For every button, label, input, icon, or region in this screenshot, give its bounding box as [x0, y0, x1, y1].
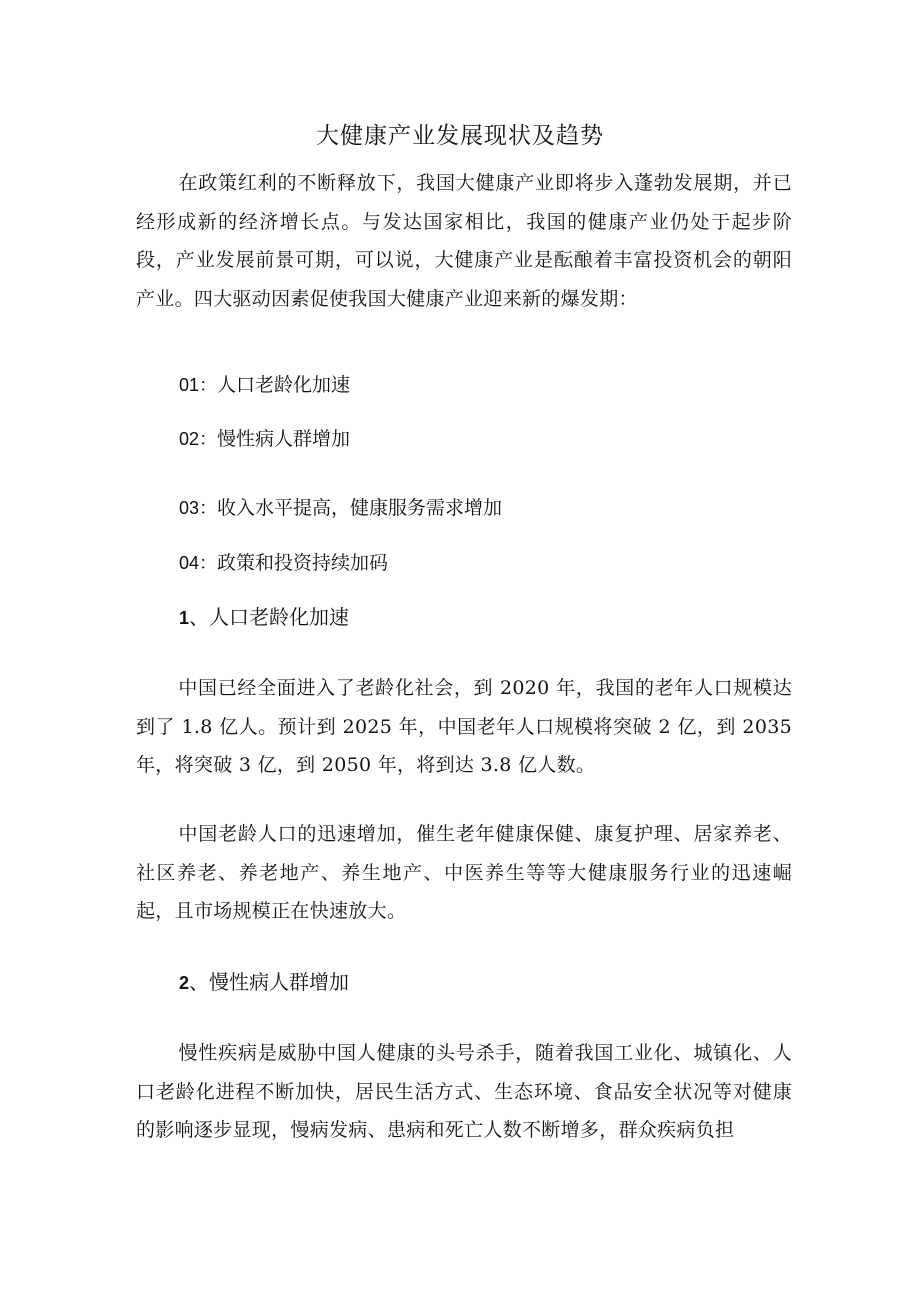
driver-item-02 — [179, 424, 350, 454]
section-number: 1 — [179, 608, 190, 628]
driver-number: 03： — [179, 498, 218, 518]
section2-paragraph-1 — [136, 1034, 792, 1150]
driver-item-01 — [179, 370, 350, 400]
document-title: 大健康产业发展现状及趋势 — [316, 123, 604, 149]
section-number: 2 — [179, 973, 190, 993]
section1-paragraph-1-text: 中国已经全面进入了老龄化社会，到 2020 年，我国的老年人口规模达到了 1.8 亿人。预计到 2025 年，中国老年人口规模将突破 2 亿，到 2035 年，将突破 3 亿，到 2050 年，将到达 3.8 亿人数。 — [136, 677, 792, 776]
section2-paragraph-1-text: 慢性疾病是威胁中国人健康的头号杀手，随着我国工业化、城镇化、人口老龄化进程不断加快，居民生活方式、生态环境、食品安全状况等对健康的影响逐步显现，慢病发病、患病和死亡人数不断增多，群众疾病负担 — [136, 1042, 792, 1141]
section1-paragraph-2-text: 中国老龄人口的迅速增加，催生老年健康保健、康复护理、居家养老、社区养老、养老地产、养生地产、中医养生等等大健康服务行业的迅速崛起，且市场规模正在快速放大。 — [136, 823, 792, 922]
driver-text: 人口老龄化加速 — [217, 374, 351, 396]
section1-paragraph-2 — [136, 815, 792, 931]
driver-item-03 — [179, 493, 502, 523]
driver-number: 01： — [179, 375, 218, 395]
section-heading-1 — [179, 602, 349, 633]
section-heading-2 — [179, 967, 349, 998]
intro-paragraph — [136, 164, 792, 318]
driver-item-04 — [179, 548, 388, 578]
driver-number: 02： — [179, 429, 218, 449]
driver-text: 收入水平提高，健康服务需求增加 — [217, 497, 503, 519]
intro-text: 在政策红利的不断释放下，我国大健康产业即将步入蓬勃发展期，并已经形成新的经济增长点。与发达国家相比，我国的健康产业仍处于起步阶段，产业发展前景可期，可以说，大健康产业是酝酿着丰富投资机会的朝阳产业。四大驱动因素促使我国大健康产业迎来新的爆发期： — [136, 172, 792, 310]
driver-text: 政策和投资持续加码 — [217, 552, 389, 574]
section-heading-text: 、慢性病人群增加 — [189, 970, 350, 994]
section-heading-text: 、人口老龄化加速 — [189, 605, 350, 629]
driver-text: 慢性病人群增加 — [217, 428, 351, 450]
driver-number: 04： — [179, 553, 218, 573]
section1-paragraph-1 — [136, 669, 792, 785]
